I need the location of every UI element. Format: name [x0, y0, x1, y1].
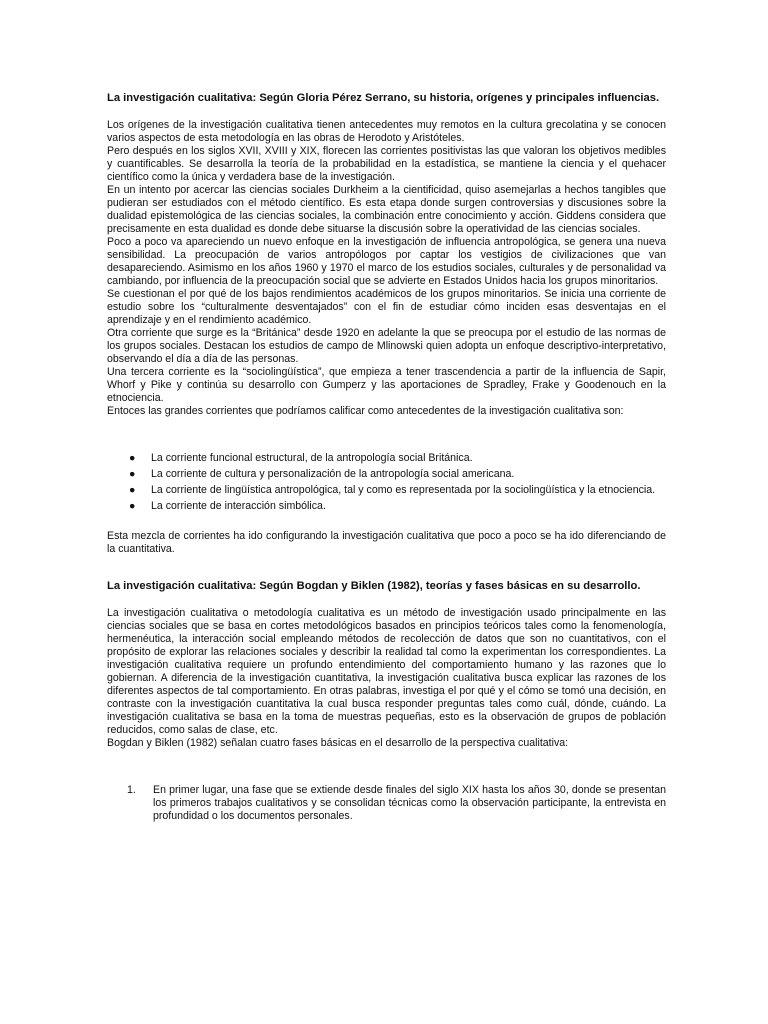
list-number: 1. — [127, 784, 136, 796]
bullet-icon: ● — [129, 468, 136, 480]
paragraph: La investigación cualitativa o metodología cualitativa es un método de investigación usado principalmente en las ciencias sociales que se basa en cortes metodológicos basados en principios teóricos tales como la fenomenología, hermenéutica, la interacción social empleando métodos de recolección de datos que son no cuantitativos, con el propósito de explorar las relaciones sociales y describir la realidad tal como la experimentan los correspondientes. La investigación cualitativa requiere un profundo entendimiento del comportamiento humano y las razones que lo gobiernan. A diferencia de la investigación cuantitativa, la investigación cualitativa busca explicar las razones de los diferentes aspectos de tal comportamiento. En otras palabras, investiga el por qué y el cómo se tomó una decisión, en contraste con la investigación cuantitativa la cual busca responder preguntas tales como cuál, dónde, cuándo. La investigación cualitativa se basa en la toma de muestras pequeñas, esto es la observación de grupos de población reducidos, como salas de clase, etc. — [107, 607, 666, 736]
list-item-text: La corriente de lingüística antropológica, tal y como es representada por la sociolingüística y la etnociencia. — [151, 484, 656, 496]
phases-list — [107, 784, 666, 823]
list-item — [129, 468, 666, 481]
paragraph: En un intento por acercar las ciencias sociales Durkheim a la cientificidad, quiso asemejarlas a hechos tangibles que pudieran ser estudiados con el método científico. Es esta etapa donde surgen controversias y discusiones sobre la dualidad epistemológica de las ciencias sociales, la combinación entre conocimiento y acción. Giddens considera que precisamente en esta dualidad es donde debe situarse la discusión sobre la operatividad de las ciencias sociales. — [107, 184, 666, 235]
list-item — [129, 484, 666, 497]
paragraph: Los orígenes de la investigación cualitativa tienen antecedentes muy remotos en la cultura grecolatina y se conocen varios aspectos de esta metodología en las obras de Herodoto y Aristóteles. — [107, 119, 666, 144]
list-item — [129, 500, 666, 513]
paragraph: Una tercera corriente es la “sociolingüística”, que empieza a tener trascendencia a partir de la influencia de Sapir, Whorf y Pike y continúa su desarrollo con Gumperz y las aportaciones de Spradley, Frake y Goodenouch en la etnociencia. — [107, 366, 666, 404]
section-2-body — [107, 607, 666, 750]
list-item-text: En primer lugar, una fase que se extiende desde finales del siglo XIX hasta los años 30, donde se presentan los primeros trabajos cualitativos y se consolidan técnicas como la observación participante, la entrevista en profundidad o los documentos personales. — [153, 784, 666, 822]
paragraph: Poco a poco va apareciendo un nuevo enfoque en la investigación de influencia antropológica, se genera una nueva sensibilidad. La preocupación de varios antropólogos por captar los vestigios de civilizaciones que van desapareciendo. Asimismo en los años 1960 y 1970 el marco de los estudios sociales, culturales y de personalidad va cambiando, por influencia de la preocupación social que se advierte en Estados Unidos hacia los grupos minoritarios. — [107, 236, 666, 287]
bullet-icon: ● — [129, 500, 136, 512]
paragraph: Se cuestionan el por qué de los bajos rendimientos académicos de los grupos minoritarios. Se inicia una corriente de estudio sobre los “culturalmente desventajados” con el fin de estudiar cómo inciden esas desventajas en el aprendizaje y en el rendimiento académico. — [107, 288, 666, 326]
section-1-title: La investigación cualitativa: Según Gloria Pérez Serrano, su historia, orígenes y principales influencias. — [107, 92, 660, 104]
bullet-icon: ● — [129, 452, 136, 464]
list-item-text: La corriente de cultura y personalización de la antropología social americana. — [151, 468, 515, 480]
list-item-text: La corriente de interacción simbólica. — [151, 500, 326, 512]
list-item-text: La corriente funcional estructural, de la antropología social Británica. — [151, 452, 473, 464]
section-2-title: La investigación cualitativa: Según Bogdan y Biklen (1982), teorías y fases básicas en su desarrollo. — [107, 580, 641, 592]
list-item — [127, 784, 666, 823]
section-1-body — [107, 119, 666, 418]
paragraph: Entoces las grandes corrientes que podríamos calificar como antecedentes de la investigación cualitativa son: — [107, 405, 624, 417]
paragraph: Otra corriente que surge es la “Británica” desde 1920 en adelante la que se preocupa por el estudio de las normas de los grupos sociales. Destacan los estudios de campo de Mlinowski quien adopta un enfoque descriptivo-interpretativo, observando el día a día de las personas. — [107, 327, 666, 365]
currents-list — [107, 452, 666, 513]
list-item — [129, 452, 666, 465]
bullet-icon: ● — [129, 484, 136, 496]
paragraph: Bogdan y Biklen (1982) señalan cuatro fases básicas en el desarrollo de la perspectiva cualitativa: — [107, 737, 569, 749]
paragraph: Pero después en los siglos XVII, XVIII y XIX, florecen las corrientes positivistas las que valoran los objetivos medibles y cuantificables. Se desarrolla la teoría de la probabilidad en la estadística, se mantiene la ciencia y el quehacer científico como la única y verdadera base de la investigación. — [107, 145, 666, 183]
section-1-closing: Esta mezcla de corrientes ha ido configurando la investigación cualitativa que poco a poco se ha ido diferenciando de la cuantitativa. — [107, 530, 666, 555]
